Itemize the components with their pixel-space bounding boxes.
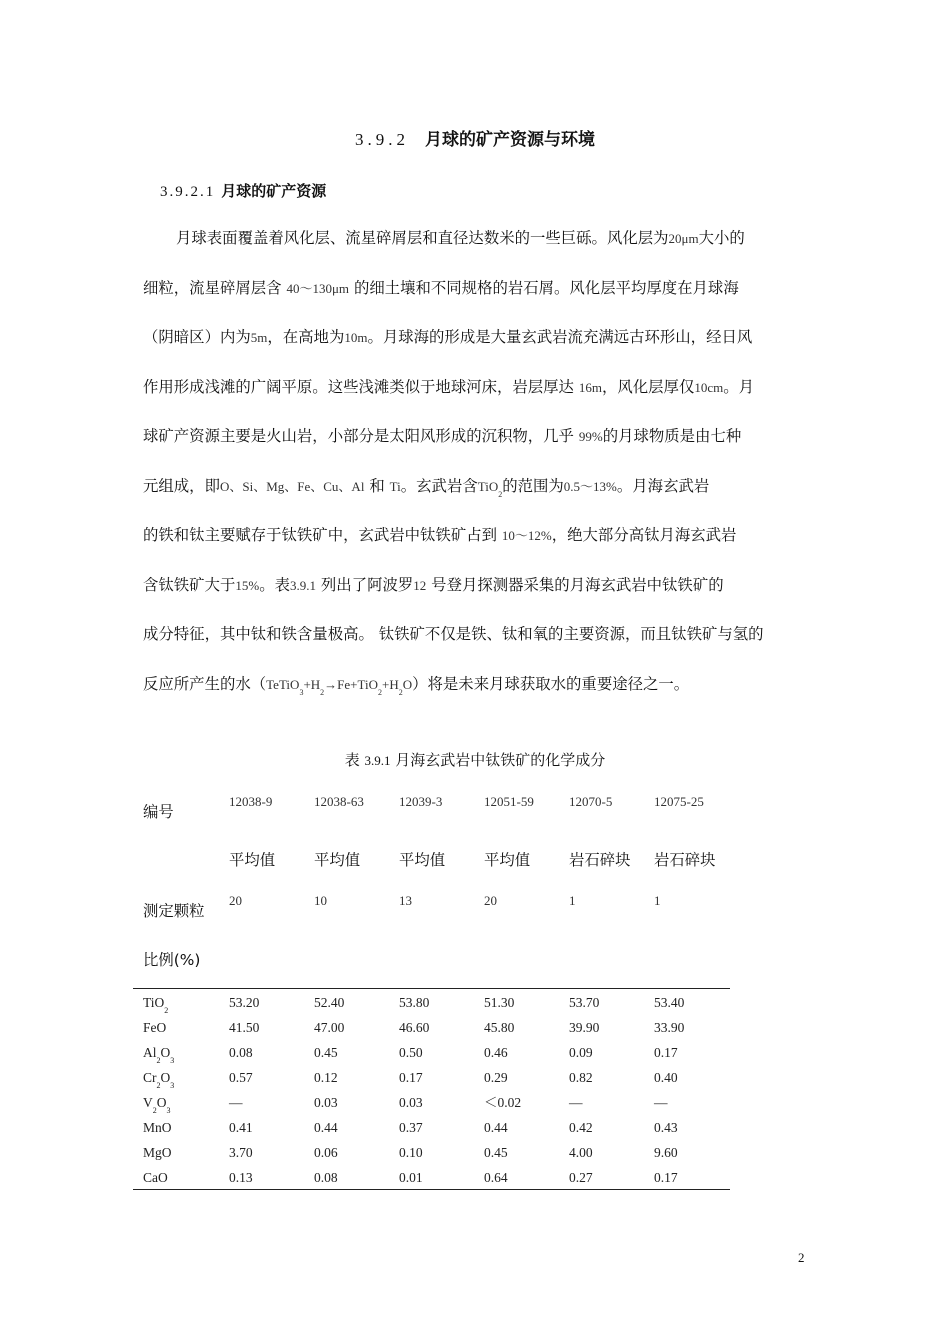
table-row xyxy=(133,1140,730,1165)
table-cell: 0.64 xyxy=(484,1170,508,1185)
header-label-grain: 测定颗粒 xyxy=(143,902,205,920)
table-row xyxy=(133,1065,730,1090)
table-cell: 0.08 xyxy=(229,1045,253,1060)
text-run: ，风化层厚仅 xyxy=(601,377,695,396)
grain-count: 20 xyxy=(229,893,242,908)
table-row xyxy=(133,1015,730,1040)
table-cell: 39.90 xyxy=(569,1020,600,1035)
table-cell: 51.30 xyxy=(484,995,515,1010)
paragraph-line xyxy=(143,561,811,611)
text-run: 。月球海的形成是大量玄武岩流充满远古环形山，经日风 xyxy=(367,328,753,346)
text-run: 元组成，即 xyxy=(143,476,220,495)
value-run: 15% xyxy=(235,577,260,593)
paragraph-line xyxy=(143,511,811,561)
text-run: 。表 xyxy=(259,575,290,594)
table-cell: 4.00 xyxy=(569,1145,593,1160)
sample-id: 12051-59 xyxy=(484,794,534,809)
compound-name: TiO$_2$ xyxy=(143,995,169,1015)
text-run: ，绝大部分高钛月海玄武岩 xyxy=(551,526,737,544)
sample-id: 12070-5 xyxy=(569,794,613,809)
text-run: 的月球物质是由七种 xyxy=(602,427,742,445)
value-run: 99% xyxy=(578,429,603,444)
paragraph-line xyxy=(143,363,811,413)
text-run: 的细土壤和不同规格的岩石屑。风化层平均厚度在月球海 xyxy=(353,278,739,297)
grain-count: 1 xyxy=(569,893,576,908)
text-run: 成分特征，其中钛和铁含量极高。 钛铁矿不仅是铁、钛和氧的主要资源，而且钛铁矿与氢的 xyxy=(143,625,764,643)
table-cell: 0.27 xyxy=(569,1170,593,1185)
table-cell: 0.40 xyxy=(654,1070,678,1085)
value-run: 16m xyxy=(578,379,602,395)
table-cell: 0.29 xyxy=(484,1070,508,1085)
value-run: 10m xyxy=(344,330,368,345)
text-run: 。月海玄武岩 xyxy=(616,476,710,495)
compound-name: $Al_2O_3$ xyxy=(143,1045,175,1065)
value-run: O、Si、Mg、Fe、Cu、Al xyxy=(219,478,365,494)
value-run: 12 xyxy=(413,577,427,593)
grain-count: 20 xyxy=(484,893,497,908)
ilmenite-composition-table xyxy=(133,788,730,1190)
text-run: 的铁和钛主要赋存于钛铁矿中，玄武岩中钛铁矿占到 xyxy=(143,526,497,544)
table-cell: — xyxy=(654,1095,668,1110)
paragraph-line xyxy=(143,610,811,660)
table-cell: 53.80 xyxy=(399,995,430,1010)
subsection-heading xyxy=(160,178,326,205)
table-cell: 0.03 xyxy=(399,1095,423,1110)
value-run: 10cm xyxy=(694,379,724,395)
paragraph-line xyxy=(143,660,811,710)
text-run: 号登月探测器采集的月海玄武岩中钛铁矿的 xyxy=(431,575,724,594)
sample-id: 12075-25 xyxy=(654,794,704,809)
table-cell: 0.09 xyxy=(569,1045,593,1060)
table-cell: 0.08 xyxy=(314,1170,338,1185)
table-cell: 0.17 xyxy=(654,1045,678,1060)
compound-name: MgO xyxy=(143,1145,172,1160)
compound-name: $Cr_2O_3$ xyxy=(143,1070,175,1090)
table-body xyxy=(133,989,730,1190)
table-cell: 45.80 xyxy=(484,1020,515,1035)
table-cell: 0.01 xyxy=(399,1170,423,1185)
table-cell: ＜0.02 xyxy=(484,1095,522,1110)
table-cell: 0.37 xyxy=(399,1120,423,1135)
compound-name: $V_2O_3$ xyxy=(143,1095,171,1115)
sample-type: 平均值 xyxy=(229,851,276,869)
table-cell: 0.50 xyxy=(399,1045,423,1060)
table-cell: 0.44 xyxy=(314,1120,338,1135)
text-run: 细粒，流星碎屑层含 xyxy=(143,278,282,297)
grain-count: 13 xyxy=(399,893,412,908)
table-cell: 0.43 xyxy=(654,1120,678,1135)
table-row xyxy=(133,1165,730,1190)
text-run: 含钛铁矿大于 xyxy=(143,575,236,594)
table-row xyxy=(133,1115,730,1140)
paragraph-line xyxy=(143,313,811,363)
value-run: Ti xyxy=(389,478,401,494)
header-label-id: 编号 xyxy=(143,803,174,821)
text-run: 作用形成浅滩的广阔平原。这些浅滩类似于地球河床，岩层厚达 xyxy=(143,377,574,396)
table-cell: 0.41 xyxy=(229,1120,253,1135)
text-run: 月球表面覆盖着风化层、流星碎屑层和直径达数米的一些巨砾。风化层为 xyxy=(176,229,669,247)
table-cell: 0.45 xyxy=(484,1145,508,1160)
table-cell: 0.03 xyxy=(314,1095,338,1110)
table-cell: 0.42 xyxy=(569,1120,593,1135)
value-run: 3.9.1 xyxy=(290,577,316,593)
value-run: 5m xyxy=(250,330,268,345)
table-cell: 0.06 xyxy=(314,1145,338,1160)
section-heading xyxy=(0,126,950,154)
paragraph-line xyxy=(143,412,811,462)
table-cell: 53.70 xyxy=(569,995,600,1010)
table-row xyxy=(133,1040,730,1065)
compound-name: FeO xyxy=(143,1020,167,1035)
table-cell: 53.20 xyxy=(229,995,260,1010)
table-cell: 0.17 xyxy=(654,1170,678,1185)
table-cell: 0.46 xyxy=(484,1045,508,1060)
paragraph-line xyxy=(143,264,811,314)
text-run: 球矿产资源主要是火山岩，小部分是太阳风形成的沉积物，几乎 xyxy=(143,427,574,445)
text-run: 大小的 xyxy=(698,229,745,247)
compound-name: MnO xyxy=(143,1120,172,1135)
table-cell: 0.57 xyxy=(229,1070,253,1085)
table-caption: 表 3.9.1 月海玄武岩中钛铁矿的化学成分 xyxy=(344,751,606,769)
table-cell: 47.00 xyxy=(314,1020,345,1035)
sample-id: 12038-9 xyxy=(229,794,273,809)
page-number: 2 xyxy=(798,1250,805,1265)
body-paragraph xyxy=(143,214,811,709)
text-run: （阴暗区）内为 xyxy=(143,328,251,346)
paragraph-line xyxy=(143,462,811,512)
table-cell: 52.40 xyxy=(314,995,345,1010)
grain-count: 10 xyxy=(314,893,327,908)
table-header xyxy=(133,788,730,989)
subsection-number: 3.9.2.1 xyxy=(160,184,216,200)
value-run: 0.5～13% xyxy=(563,478,617,494)
section-number: 3.9.2 xyxy=(355,130,409,149)
sample-type: 平均值 xyxy=(314,851,361,869)
text-run: 列出了阿波罗 xyxy=(320,575,414,594)
sample-type: 平均值 xyxy=(484,851,531,869)
value-run: 10～12% xyxy=(501,528,552,543)
text-run: 的范围为 xyxy=(502,476,564,495)
table-cell: 33.90 xyxy=(654,1020,685,1035)
table-cell: 0.44 xyxy=(484,1120,508,1135)
sample-id: 12038-63 xyxy=(314,794,364,809)
table-cell: 0.13 xyxy=(229,1170,253,1185)
value-run: 40～130μm xyxy=(286,280,350,296)
sample-type: 岩石碎块 xyxy=(569,851,631,869)
header-label-ratio: 比例(%) xyxy=(143,951,201,969)
text-run: ）将是未来月球获取水的重要途径之一。 xyxy=(412,674,690,693)
text-run: 和 xyxy=(369,476,385,495)
table-row xyxy=(133,1090,730,1115)
sample-type: 平均值 xyxy=(399,851,446,869)
text-run: 反应所产生的水（ xyxy=(143,674,267,693)
reaction-equation: $TeTiO_3+H_2\to Fe+TiO_2+H_2O$ xyxy=(266,676,413,697)
text-run: 。玄武岩含 xyxy=(400,476,478,495)
paragraph-line xyxy=(143,214,811,264)
table-cell: 53.40 xyxy=(654,995,685,1010)
table-cell: 46.60 xyxy=(399,1020,430,1035)
formula-run: TiO$_2$ xyxy=(477,478,503,499)
table-cell: — xyxy=(569,1095,583,1110)
value-run: 20μm xyxy=(668,231,699,246)
table-cell: 41.50 xyxy=(229,1020,260,1035)
section-title: 月球的矿产资源与环境 xyxy=(425,130,595,150)
text-run: ，在高地为 xyxy=(267,328,345,346)
table-cell: 0.17 xyxy=(399,1070,423,1085)
subsection-title: 月球的矿产资源 xyxy=(221,182,327,200)
table-cell: 0.45 xyxy=(314,1045,338,1060)
sample-id: 12039-3 xyxy=(399,794,443,809)
table-cell: 0.10 xyxy=(399,1145,423,1160)
table-cell: 0.82 xyxy=(569,1070,593,1085)
table-cell: — xyxy=(229,1095,243,1110)
table-cell: 0.12 xyxy=(314,1070,338,1085)
table-row xyxy=(133,990,730,1015)
compound-name: CaO xyxy=(143,1170,168,1185)
table-cell: 3.70 xyxy=(229,1145,253,1160)
sample-type: 岩石碎块 xyxy=(654,851,716,869)
grain-count: 1 xyxy=(654,893,661,908)
table-cell: 9.60 xyxy=(654,1145,678,1160)
text-run: 。月 xyxy=(723,377,755,396)
